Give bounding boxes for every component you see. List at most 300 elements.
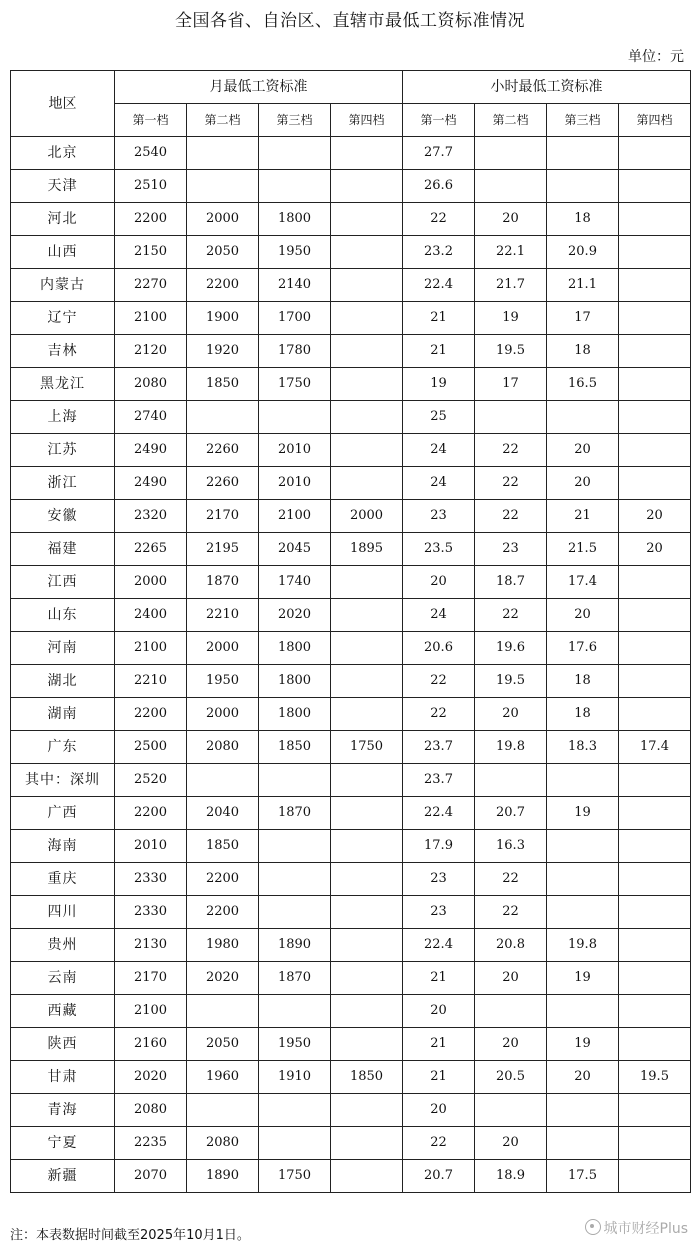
hourly-tier-1-cell: 21 [403,1028,475,1061]
hourly-tier-4-cell [619,1127,691,1160]
region-cell: 青海 [11,1094,115,1127]
hourly-tier-1-cell: 23.5 [403,533,475,566]
hourly-tier-1-cell: 25 [403,401,475,434]
hourly-tier-4-cell [619,995,691,1028]
hourly-tier-2-cell: 19 [475,302,547,335]
monthly-tier-4-cell [331,434,403,467]
monthly-tier-4-cell [331,1094,403,1127]
monthly-tier-1-cell: 2200 [115,203,187,236]
monthly-tier-2-cell: 2200 [187,863,259,896]
table-row [11,137,691,170]
table-row [11,929,691,962]
monthly-tier-2-cell: 2000 [187,203,259,236]
region-cell: 河南 [11,632,115,665]
table-row [11,1028,691,1061]
header-row-top [11,71,691,104]
hourly-tier-3-cell: 17.5 [547,1160,619,1193]
monthly-tier-1-cell: 2490 [115,434,187,467]
monthly-tier-4-cell [331,797,403,830]
monthly-tier-1-cell: 2130 [115,929,187,962]
monthly-tier-3-cell: 2010 [259,434,331,467]
hourly-tier-4-cell [619,962,691,995]
monthly-tier-3-cell [259,830,331,863]
monthly-tier-1-cell: 2080 [115,1094,187,1127]
hourly-tier-4-cell [619,302,691,335]
hourly-tier-2-cell: 18.9 [475,1160,547,1193]
hourly-tier-1-cell: 20 [403,566,475,599]
hourly-tier-1-cell: 22.4 [403,797,475,830]
region-cell: 吉林 [11,335,115,368]
hourly-tier-3-cell: 19.8 [547,929,619,962]
hourly-tier-4-cell [619,368,691,401]
monthly-tier-3-cell [259,863,331,896]
hourly-tier-3-cell: 18 [547,203,619,236]
hourly-tier-3-cell: 21.5 [547,533,619,566]
hourly-tier-4-cell: 17.4 [619,731,691,764]
hourly-tier-2-cell: 23 [475,533,547,566]
hourly-tier-2-cell: 20.8 [475,929,547,962]
hourly-tier-1-cell: 21 [403,1061,475,1094]
monthly-tier-1-cell: 2120 [115,335,187,368]
hourly-tier-3-cell: 20 [547,434,619,467]
monthly-tier-2-cell: 2260 [187,434,259,467]
monthly-tier-4-cell [331,170,403,203]
monthly-tier-1-cell: 2510 [115,170,187,203]
hourly-tier-1-cell: 22 [403,1127,475,1160]
monthly-tier-4-cell [331,1127,403,1160]
monthly-tier-3-cell: 1740 [259,566,331,599]
table-row [11,170,691,203]
table-row [11,269,691,302]
monthly-tier-4-cell [331,698,403,731]
monthly-tier-1-cell: 2200 [115,698,187,731]
hourly-tier-3-cell: 18 [547,665,619,698]
monthly-tier-2-cell: 2080 [187,731,259,764]
hourly-tier-1-cell: 24 [403,599,475,632]
hourly-tier-2-cell: 16.3 [475,830,547,863]
hourly-tier-1-cell: 23.7 [403,764,475,797]
hourly-tier-4-cell [619,599,691,632]
hourly-tier-2-cell: 22 [475,434,547,467]
monthly-tier-1-cell: 2740 [115,401,187,434]
hourly-tier-3-cell: 20 [547,1061,619,1094]
monthly-tier-1-cell: 2100 [115,632,187,665]
hourly-header: 小时最低工资标准 [403,71,691,104]
hourly-tier-3-cell: 18.3 [547,731,619,764]
monthly-tier-1-cell: 2520 [115,764,187,797]
hourly-tier-2-cell: 19.5 [475,335,547,368]
monthly-tier-4-cell [331,302,403,335]
hourly-tier-1-cell: 23.2 [403,236,475,269]
hourly-tier-1-cell: 20.7 [403,1160,475,1193]
hourly-tier-2-cell: 19.5 [475,665,547,698]
monthly-tier-1-cell: 2265 [115,533,187,566]
region-cell: 四川 [11,896,115,929]
region-cell: 福建 [11,533,115,566]
hourly-tier-2-cell: 22.1 [475,236,547,269]
monthly-tier-4-cell [331,467,403,500]
hourly-tier-2-cell [475,137,547,170]
monthly-tier-2-cell: 2260 [187,467,259,500]
monthly-tier-2-header: 第二档 [187,104,259,137]
hourly-tier-3-cell: 19 [547,797,619,830]
hourly-tier-3-cell [547,137,619,170]
hourly-tier-4-cell [619,434,691,467]
hourly-tier-4-cell: 20 [619,500,691,533]
monthly-tier-2-cell: 2200 [187,896,259,929]
monthly-tier-1-cell: 2070 [115,1160,187,1193]
region-cell: 辽宁 [11,302,115,335]
hourly-tier-3-cell [547,1094,619,1127]
monthly-tier-2-cell [187,401,259,434]
monthly-tier-3-cell: 1950 [259,236,331,269]
monthly-tier-1-header: 第一档 [115,104,187,137]
hourly-tier-1-cell: 20 [403,1094,475,1127]
monthly-tier-4-cell [331,236,403,269]
monthly-tier-4-cell [331,830,403,863]
monthly-tier-4-cell [331,368,403,401]
hourly-tier-4-cell [619,830,691,863]
hourly-tier-4-cell [619,170,691,203]
watermark-text: 城市财经Plus [603,1221,688,1237]
monthly-tier-1-cell: 2500 [115,731,187,764]
region-cell: 江西 [11,566,115,599]
hourly-tier-2-cell [475,401,547,434]
monthly-tier-4-cell [331,137,403,170]
monthly-tier-3-cell: 2020 [259,599,331,632]
hourly-tier-4-cell [619,764,691,797]
monthly-tier-1-cell: 2200 [115,797,187,830]
monthly-tier-2-cell: 2080 [187,1127,259,1160]
monthly-tier-3-cell [259,170,331,203]
hourly-tier-4-cell [619,797,691,830]
table-row [11,830,691,863]
table-row [11,533,691,566]
monthly-tier-4-cell [331,566,403,599]
hourly-tier-3-cell: 20 [547,467,619,500]
hourly-tier-4-cell [619,896,691,929]
monthly-tier-3-cell [259,1127,331,1160]
table-row [11,797,691,830]
table-row [11,500,691,533]
hourly-tier-1-header: 第一档 [403,104,475,137]
table-row [11,962,691,995]
region-cell: 上海 [11,401,115,434]
hourly-tier-1-cell: 20.6 [403,632,475,665]
monthly-tier-4-cell [331,401,403,434]
hourly-tier-4-cell [619,1094,691,1127]
region-cell: 湖北 [11,665,115,698]
monthly-tier-1-cell: 2320 [115,500,187,533]
table-row [11,731,691,764]
monthly-tier-1-cell: 2000 [115,566,187,599]
hourly-tier-3-cell: 17.4 [547,566,619,599]
monthly-tier-3-cell: 1750 [259,1160,331,1193]
monthly-tier-2-cell: 1850 [187,368,259,401]
table-row [11,368,691,401]
region-cell: 重庆 [11,863,115,896]
monthly-tier-2-cell: 2020 [187,962,259,995]
region-cell: 江苏 [11,434,115,467]
hourly-tier-4-cell [619,698,691,731]
hourly-tier-4-cell [619,137,691,170]
hourly-tier-3-cell: 16.5 [547,368,619,401]
monthly-tier-3-cell [259,764,331,797]
hourly-tier-2-cell: 20 [475,203,547,236]
hourly-tier-2-cell: 22 [475,467,547,500]
region-cell: 安徽 [11,500,115,533]
monthly-tier-2-cell: 2040 [187,797,259,830]
monthly-tier-4-cell: 1895 [331,533,403,566]
table-row [11,566,691,599]
monthly-tier-1-cell: 2020 [115,1061,187,1094]
monthly-tier-2-cell [187,764,259,797]
monthly-tier-2-cell: 1870 [187,566,259,599]
hourly-tier-3-cell: 19 [547,962,619,995]
monthly-tier-2-cell: 1900 [187,302,259,335]
hourly-tier-3-cell [547,863,619,896]
hourly-tier-2-cell: 17 [475,368,547,401]
monthly-tier-1-cell: 2080 [115,368,187,401]
hourly-tier-1-cell: 23 [403,896,475,929]
region-cell: 内蒙古 [11,269,115,302]
monthly-tier-1-cell: 2540 [115,137,187,170]
hourly-tier-3-cell [547,830,619,863]
monthly-tier-2-cell: 1950 [187,665,259,698]
hourly-tier-4-cell [619,467,691,500]
hourly-tier-3-cell: 17 [547,302,619,335]
hourly-tier-1-cell: 22.4 [403,269,475,302]
hourly-tier-2-cell: 20 [475,962,547,995]
hourly-tier-2-cell: 18.7 [475,566,547,599]
hourly-tier-3-cell [547,1127,619,1160]
monthly-tier-3-header: 第三档 [259,104,331,137]
monthly-tier-4-cell [331,632,403,665]
unit-label: 单位：元 [628,49,684,65]
table-row [11,335,691,368]
monthly-tier-4-cell: 2000 [331,500,403,533]
monthly-tier-4-cell [331,335,403,368]
monthly-tier-1-cell: 2490 [115,467,187,500]
monthly-tier-3-cell: 1800 [259,665,331,698]
hourly-tier-1-cell: 26.6 [403,170,475,203]
table-row [11,665,691,698]
hourly-tier-4-cell [619,1028,691,1061]
watermark [585,1218,689,1238]
region-cell: 河北 [11,203,115,236]
hourly-tier-2-cell [475,764,547,797]
monthly-tier-1-cell: 2330 [115,896,187,929]
monthly-tier-3-cell: 1950 [259,1028,331,1061]
region-cell: 广东 [11,731,115,764]
hourly-tier-1-cell: 23.7 [403,731,475,764]
monthly-tier-2-cell: 1850 [187,830,259,863]
table-row [11,1160,691,1193]
hourly-tier-1-cell: 24 [403,467,475,500]
monthly-tier-4-cell [331,1028,403,1061]
hourly-tier-4-cell [619,401,691,434]
table-row [11,599,691,632]
monthly-tier-3-cell [259,137,331,170]
monthly-tier-1-cell: 2100 [115,302,187,335]
table-row [11,698,691,731]
monthly-tier-3-cell: 1800 [259,632,331,665]
monthly-tier-2-cell [187,170,259,203]
region-cell: 甘肃 [11,1061,115,1094]
hourly-tier-3-cell: 20.9 [547,236,619,269]
monthly-tier-3-cell: 2100 [259,500,331,533]
hourly-tier-3-cell [547,896,619,929]
hourly-tier-4-cell [619,929,691,962]
region-cell: 天津 [11,170,115,203]
region-cell: 黑龙江 [11,368,115,401]
region-cell: 宁夏 [11,1127,115,1160]
hourly-tier-1-cell: 24 [403,434,475,467]
hourly-tier-4-cell [619,566,691,599]
hourly-tier-4-cell [619,632,691,665]
monthly-tier-2-cell: 2195 [187,533,259,566]
hourly-tier-3-cell: 18 [547,335,619,368]
hourly-tier-2-cell: 22 [475,896,547,929]
monthly-tier-1-cell: 2330 [115,863,187,896]
table-row [11,401,691,434]
region-cell: 新疆 [11,1160,115,1193]
hourly-tier-1-cell: 23 [403,500,475,533]
monthly-tier-1-cell: 2160 [115,1028,187,1061]
hourly-tier-2-cell [475,1094,547,1127]
monthly-tier-3-cell [259,995,331,1028]
region-cell: 广西 [11,797,115,830]
monthly-tier-2-cell: 2000 [187,632,259,665]
monthly-tier-2-cell: 2050 [187,1028,259,1061]
weibo-icon [585,1219,601,1235]
table-row [11,236,691,269]
document-title: 全国各省、自治区、直辖市最低工资标准情况 [175,11,525,31]
monthly-tier-3-cell: 1850 [259,731,331,764]
monthly-tier-3-cell: 1700 [259,302,331,335]
hourly-tier-1-cell: 21 [403,335,475,368]
hourly-tier-4-cell [619,269,691,302]
monthly-tier-4-cell [331,896,403,929]
region-header: 地区 [11,71,115,137]
monthly-tier-4-cell [331,203,403,236]
region-cell: 云南 [11,962,115,995]
hourly-tier-3-cell: 21 [547,500,619,533]
monthly-tier-3-cell: 1800 [259,698,331,731]
monthly-tier-1-cell: 2150 [115,236,187,269]
hourly-tier-4-cell [619,335,691,368]
monthly-tier-4-cell [331,962,403,995]
monthly-tier-2-cell: 2200 [187,269,259,302]
hourly-tier-1-cell: 21 [403,962,475,995]
monthly-tier-1-cell: 2235 [115,1127,187,1160]
hourly-tier-2-cell: 22 [475,500,547,533]
hourly-tier-4-cell [619,1160,691,1193]
monthly-tier-4-cell: 1750 [331,731,403,764]
monthly-tier-3-cell: 2045 [259,533,331,566]
hourly-tier-3-cell [547,170,619,203]
table-body [11,137,691,1193]
region-cell: 其中：深圳 [11,764,115,797]
hourly-tier-1-cell: 22 [403,203,475,236]
hourly-tier-3-cell: 19 [547,1028,619,1061]
hourly-tier-2-cell: 22 [475,863,547,896]
hourly-tier-2-cell [475,995,547,1028]
minimum-wage-table [10,70,691,1193]
monthly-tier-2-cell: 2000 [187,698,259,731]
monthly-tier-4-cell [331,929,403,962]
monthly-tier-1-cell: 2170 [115,962,187,995]
hourly-tier-1-cell: 19 [403,368,475,401]
hourly-tier-1-cell: 22 [403,698,475,731]
hourly-tier-3-cell [547,995,619,1028]
table-row [11,203,691,236]
hourly-tier-2-header: 第二档 [475,104,547,137]
monthly-tier-2-cell: 1890 [187,1160,259,1193]
monthly-tier-3-cell: 2140 [259,269,331,302]
monthly-tier-2-cell: 1920 [187,335,259,368]
hourly-tier-1-cell: 22.4 [403,929,475,962]
hourly-tier-2-cell [475,170,547,203]
monthly-tier-3-cell [259,401,331,434]
hourly-tier-1-cell: 21 [403,302,475,335]
monthly-tier-2-cell: 2050 [187,236,259,269]
hourly-tier-4-cell [619,863,691,896]
region-cell: 陕西 [11,1028,115,1061]
monthly-tier-1-cell: 2010 [115,830,187,863]
hourly-tier-2-cell: 20.5 [475,1061,547,1094]
monthly-tier-3-cell: 1870 [259,962,331,995]
hourly-tier-3-cell [547,764,619,797]
table-row [11,995,691,1028]
table-row [11,302,691,335]
monthly-tier-1-cell: 2400 [115,599,187,632]
monthly-tier-4-cell [331,995,403,1028]
region-cell: 海南 [11,830,115,863]
hourly-tier-4-cell: 20 [619,533,691,566]
table-row [11,1127,691,1160]
monthly-tier-3-cell: 1800 [259,203,331,236]
monthly-tier-4-header: 第四档 [331,104,403,137]
monthly-tier-3-cell: 1910 [259,1061,331,1094]
hourly-tier-2-cell: 21.7 [475,269,547,302]
monthly-tier-3-cell: 1750 [259,368,331,401]
hourly-tier-1-cell: 27.7 [403,137,475,170]
hourly-tier-2-cell: 20 [475,1127,547,1160]
monthly-tier-1-cell: 2100 [115,995,187,1028]
hourly-tier-2-cell: 20 [475,698,547,731]
hourly-tier-4-cell [619,665,691,698]
table-row [11,1061,691,1094]
region-cell: 浙江 [11,467,115,500]
hourly-tier-2-cell: 20 [475,1028,547,1061]
table-row [11,764,691,797]
region-cell: 贵州 [11,929,115,962]
hourly-tier-4-cell [619,203,691,236]
hourly-tier-1-cell: 22 [403,665,475,698]
monthly-tier-2-cell [187,1094,259,1127]
hourly-tier-2-cell: 22 [475,599,547,632]
monthly-tier-2-cell: 2210 [187,599,259,632]
monthly-tier-2-cell [187,995,259,1028]
hourly-tier-2-cell: 19.8 [475,731,547,764]
monthly-tier-1-cell: 2210 [115,665,187,698]
hourly-tier-3-cell: 18 [547,698,619,731]
table-row [11,863,691,896]
table-row [11,896,691,929]
monthly-header: 月最低工资标准 [115,71,403,104]
hourly-tier-1-cell: 20 [403,995,475,1028]
